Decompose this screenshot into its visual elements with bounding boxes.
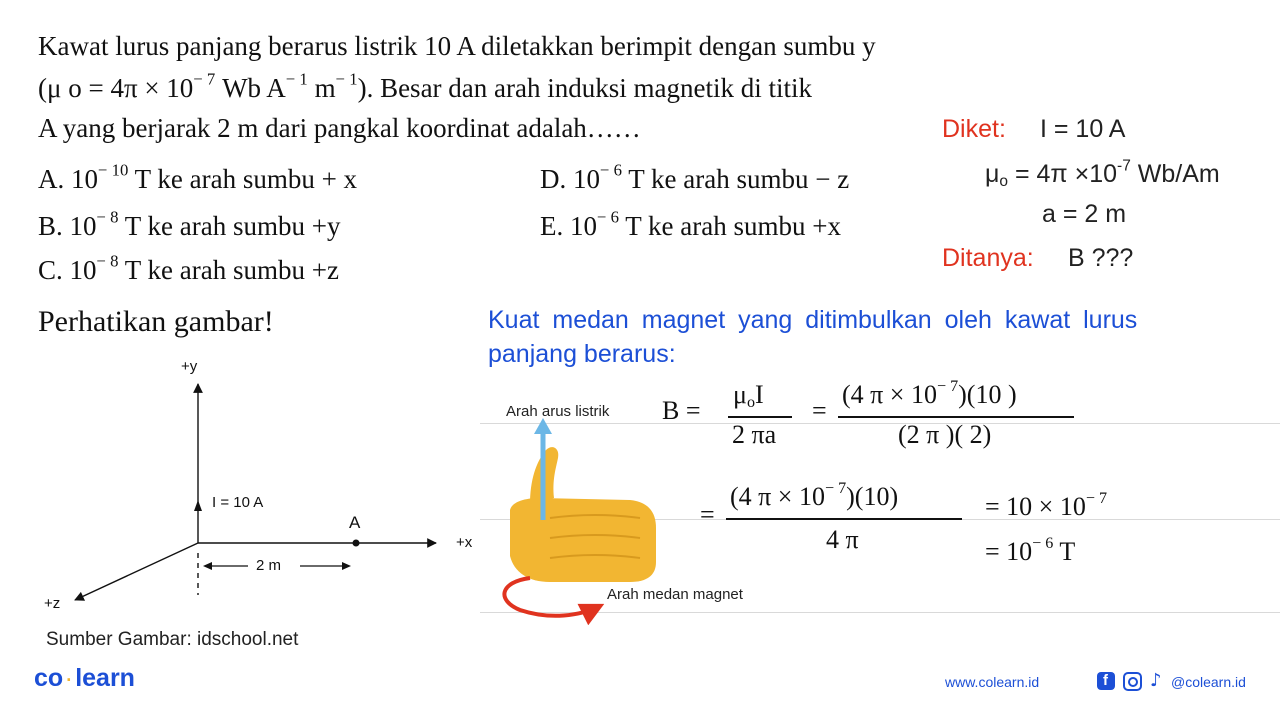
- formula-eq-2: =: [700, 500, 715, 529]
- social-handle[interactable]: @colearn.id: [1171, 674, 1246, 690]
- field-direction-arrow: [504, 578, 600, 616]
- colearn-logo[interactable]: co · learn: [34, 664, 135, 692]
- z-axis: [75, 543, 198, 600]
- ditanya-value: B ???: [1068, 244, 1134, 272]
- option-c[interactable]: C. $10^{- 8}$ T ke arah sumbu +z: [38, 251, 339, 285]
- ditanya-label: Ditanya:: [942, 244, 1034, 272]
- fist-icon: [510, 498, 656, 582]
- diket-distance: a = 2 m: [1042, 200, 1127, 228]
- option-b[interactable]: B. $10^{- 8}$ T ke arah sumbu +y: [38, 207, 341, 241]
- website-link[interactable]: www.colearn.id: [945, 674, 1040, 690]
- explanation-line-1: Kuat medan magnet yang ditimbulkan oleh kawat lurus: [488, 306, 1138, 334]
- fraction-line-1: [728, 416, 792, 418]
- hand-label-field: Arah medan magnet: [607, 586, 743, 603]
- question-line-3: A yang berjarak 2 m dari pangkal koordinat adalah……: [38, 113, 641, 143]
- question-line-2: (μ $o = 4\pi \times 10^{- 7}$ Wb $A^{- 1}$ $m^{- 1}$). Besar dan arah induksi magnetik di titik: [38, 69, 812, 103]
- instagram-icon[interactable]: [1123, 672, 1142, 691]
- fraction-line-2: [838, 416, 1074, 418]
- formula-eq-1: =: [812, 396, 827, 425]
- formula-result-1: = $10 \times 10^{- 7}$: [985, 489, 1107, 521]
- hand-label-current: Arah arus listrik: [506, 403, 610, 420]
- fraction-line-3: [726, 518, 962, 520]
- option-e[interactable]: E. $10^{- 6}$ T ke arah sumbu +x: [540, 207, 841, 241]
- formula-result-2: = $10^{- 6}$ T: [985, 534, 1076, 566]
- diket-mu: $\mu_o = 4\pi \times 10^{-7}$ Wb/Am: [985, 157, 1220, 190]
- label-plus-x: +x: [456, 534, 473, 551]
- option-d[interactable]: D. $10^{- 6}$ T ke arah sumbu − z: [540, 160, 850, 194]
- perhatikan-heading: Perhatikan gambar!: [38, 305, 274, 338]
- question-line-1: Kawat lurus panjang berarus listrik 10 A diletakkan berimpit dengan sumbu y: [38, 31, 876, 61]
- current-direction-arrow-head-icon: [534, 418, 552, 434]
- label-current: I = 10 A: [212, 494, 264, 511]
- distance-arrow-right-icon: [342, 562, 351, 570]
- image-source: Sumber Gambar: idschool.net: [46, 629, 299, 650]
- label-plus-z: +z: [44, 595, 61, 612]
- tiktok-icon[interactable]: ♪: [1150, 670, 1162, 691]
- formula-den1: 2 πa: [732, 420, 777, 449]
- formula-den3: 4 π: [826, 525, 859, 554]
- formula-num3: (4 $\pi \times 10^{- 7})(10)$: [730, 479, 899, 511]
- distance-arrow-left-icon: [203, 562, 212, 570]
- coordinate-diagram: [0, 0, 500, 620]
- point-a-dot: [353, 540, 360, 547]
- formula-num2: (4 $\pi \times 10^{- 7})(10$ ): [842, 377, 1017, 409]
- formula-den2: (2 π )( 2): [898, 420, 992, 449]
- label-plus-y: +y: [181, 358, 198, 375]
- option-a[interactable]: A. $10^{- 10}$ T ke arah sumbu + x: [38, 160, 358, 194]
- current-arrow-icon: [194, 500, 202, 511]
- diket-current: I = 10 A: [1040, 115, 1126, 143]
- formula-num1: $\mu_oI$: [733, 380, 764, 412]
- facebook-icon[interactable]: f: [1097, 672, 1115, 690]
- label-distance: 2 m: [256, 557, 282, 574]
- explanation-line-2: panjang berarus:: [488, 340, 676, 368]
- label-point-a: A: [349, 513, 361, 532]
- formula-b-eq: B =: [662, 396, 701, 425]
- diket-label: Diket:: [942, 115, 1006, 143]
